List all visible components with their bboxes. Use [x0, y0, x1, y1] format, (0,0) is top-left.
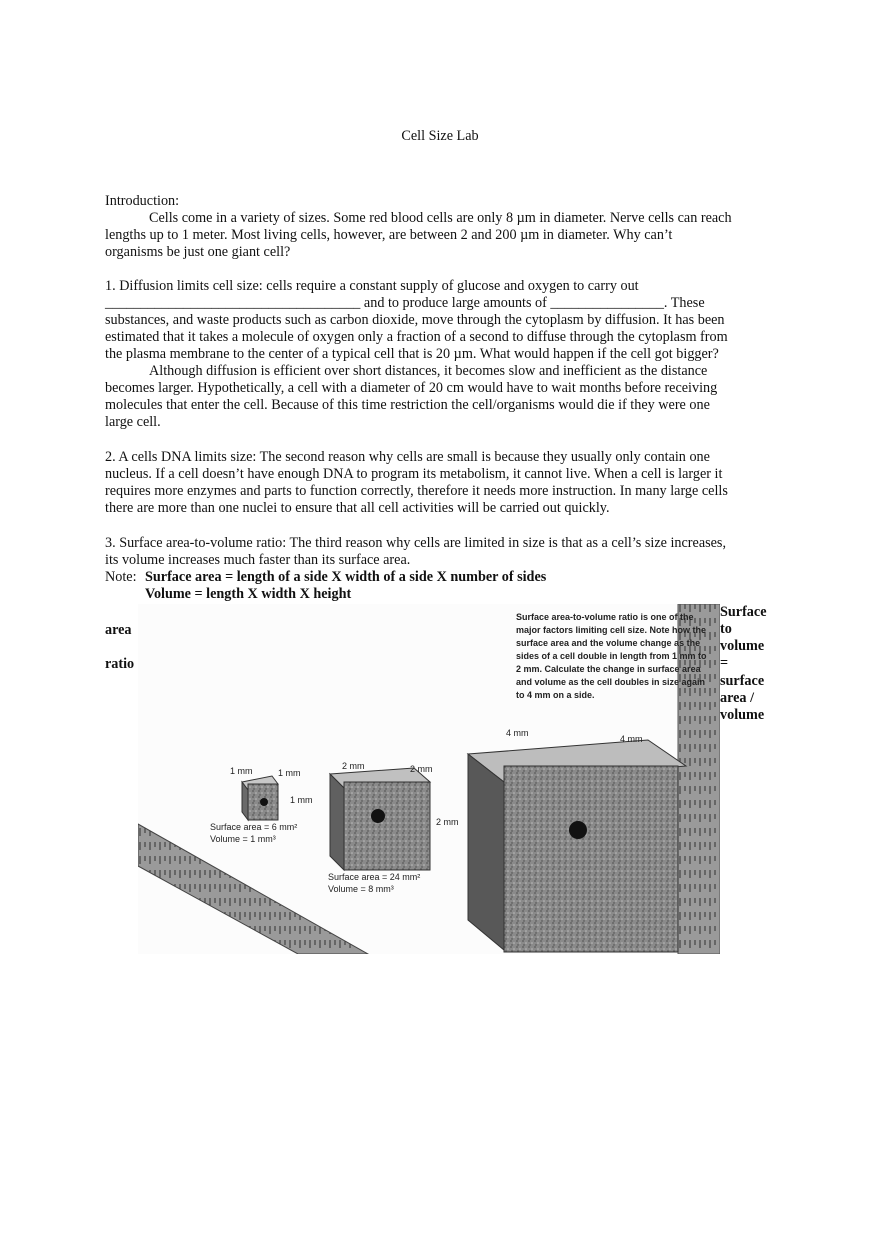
- svg-text:sides of a cell double in leng: sides of a cell double in length from 1 mm to: [516, 651, 707, 661]
- side-word-to: to: [720, 621, 732, 637]
- cube1-edge-c: 1 mm: [290, 795, 313, 805]
- cube2-edge-a: 2 mm: [342, 761, 365, 771]
- cube-1mm: [242, 776, 278, 820]
- cube1-surface: Surface area = 6 mm²: [210, 822, 298, 832]
- note-label: Note:: [105, 569, 137, 585]
- section1-line: molecules that enter the cell. Because of this time restriction the cell/organisms would die if they were one: [105, 397, 710, 413]
- section1-line: substances, and waste products such as carbon dioxide, move through the cytoplasm by diffusion. It has been: [105, 312, 725, 328]
- cube-4mm: [468, 740, 686, 952]
- svg-text:major factors limiting cell si: major factors limiting cell size. Note how the: [516, 625, 707, 635]
- section2-line: 2. A cells DNA limits size: The second reason why cells are small is because they usually only contain one: [105, 449, 710, 465]
- cell-size-figure: [138, 604, 720, 954]
- section2-line: there are more than one nuclei to ensure that all cell activities will be carried out quickly.: [105, 500, 610, 516]
- side-word-volume2: volume: [720, 707, 765, 723]
- section1-line: ____________________________________ and to produce large amounts of ________________. These: [105, 295, 705, 311]
- formula-volume: Volume = length X width X height: [145, 586, 352, 602]
- side-word-surface2: surface: [720, 673, 765, 689]
- section2-line: nucleus. If a cell doesn’t have enough DNA to program its metabolism, it cannot live. When a cell is larger it: [105, 466, 723, 482]
- cube-2mm: [330, 768, 430, 870]
- cube2-volume: Volume = 8 mm³: [328, 884, 394, 894]
- intro-line: organisms be just one giant cell?: [105, 244, 291, 260]
- side-word-area-slash: area /: [720, 690, 755, 706]
- cube2-edge-b: 2 mm: [410, 764, 433, 774]
- figure-illustration: [138, 604, 720, 954]
- cube1-edge-b: 1 mm: [278, 768, 301, 778]
- intro-line: Cells come in a variety of sizes. Some red blood cells are only 8 µm in diameter. Nerve cells can reach: [149, 210, 732, 226]
- section1-line: the plasma membrane to the center of a typical cell that is 20 µm. What would happen if the cell got bigger?: [105, 346, 719, 362]
- page-title: Cell Size Lab: [401, 128, 479, 144]
- section1-line: 1. Diffusion limits cell size: cells require a constant supply of glucose and oxygen to carry out: [105, 278, 639, 294]
- cube3-edge-a: 4 mm: [506, 728, 529, 738]
- figure-caption: [516, 612, 707, 700]
- side-word-area: area: [105, 622, 132, 638]
- cube1-edge-a: 1 mm: [230, 766, 253, 776]
- svg-text:to 4 mm on a side.: to 4 mm on a side.: [516, 690, 595, 700]
- side-word-volume: volume: [720, 638, 765, 654]
- intro-heading: Introduction:: [105, 193, 180, 209]
- section1-line: estimated that it takes a molecule of oxygen only a fraction of a second to diffuse through the cytoplasm from: [105, 329, 728, 345]
- section2-line: requires more enzymes and parts to function correctly, therefore it needs more instruction. In many large cells: [105, 483, 728, 499]
- section1-line: large cell.: [105, 414, 161, 430]
- cube3-edge-b: 4 mm: [620, 734, 643, 744]
- formula-surface-area: Surface area = length of a side X width of a side X number of sides: [145, 569, 547, 585]
- svg-text:and volume as the cell doubles: and volume as the cell doubles in size again: [516, 677, 706, 687]
- svg-text:2 mm. Calculate the change in: 2 mm. Calculate the change in surface area: [516, 664, 701, 674]
- side-word-equals: =: [720, 655, 729, 671]
- section3-line: its volume increases much faster than its surface area.: [105, 552, 411, 568]
- intro-line: lengths up to 1 meter. Most living cells, however, are between 2 and 200 µm in diameter. Why can’t: [105, 227, 673, 243]
- svg-text:surface area and the volume ch: surface area and the volume change as the: [516, 638, 701, 648]
- section1-line: becomes larger. Hypothetically, a cell with a diameter of 20 cm would have to wait months before receiving: [105, 380, 718, 396]
- section3-line: 3. Surface area-to-volume ratio: The third reason why cells are limited in size is that as a cell’s size increases,: [105, 535, 727, 551]
- svg-text:Surface area-to-volume ratio i: Surface area-to-volume ratio is one of the: [516, 612, 694, 622]
- cube1-volume: Volume = 1 mm³: [210, 834, 276, 844]
- side-word-ratio: ratio: [105, 656, 135, 672]
- section1-line: Although diffusion is efficient over short distances, it becomes slow and inefficient as the distance: [149, 363, 708, 379]
- cube2-surface: Surface area = 24 mm²: [328, 872, 421, 882]
- side-word-surface: Surface: [720, 604, 767, 620]
- cube2-edge-c: 2 mm: [436, 817, 459, 827]
